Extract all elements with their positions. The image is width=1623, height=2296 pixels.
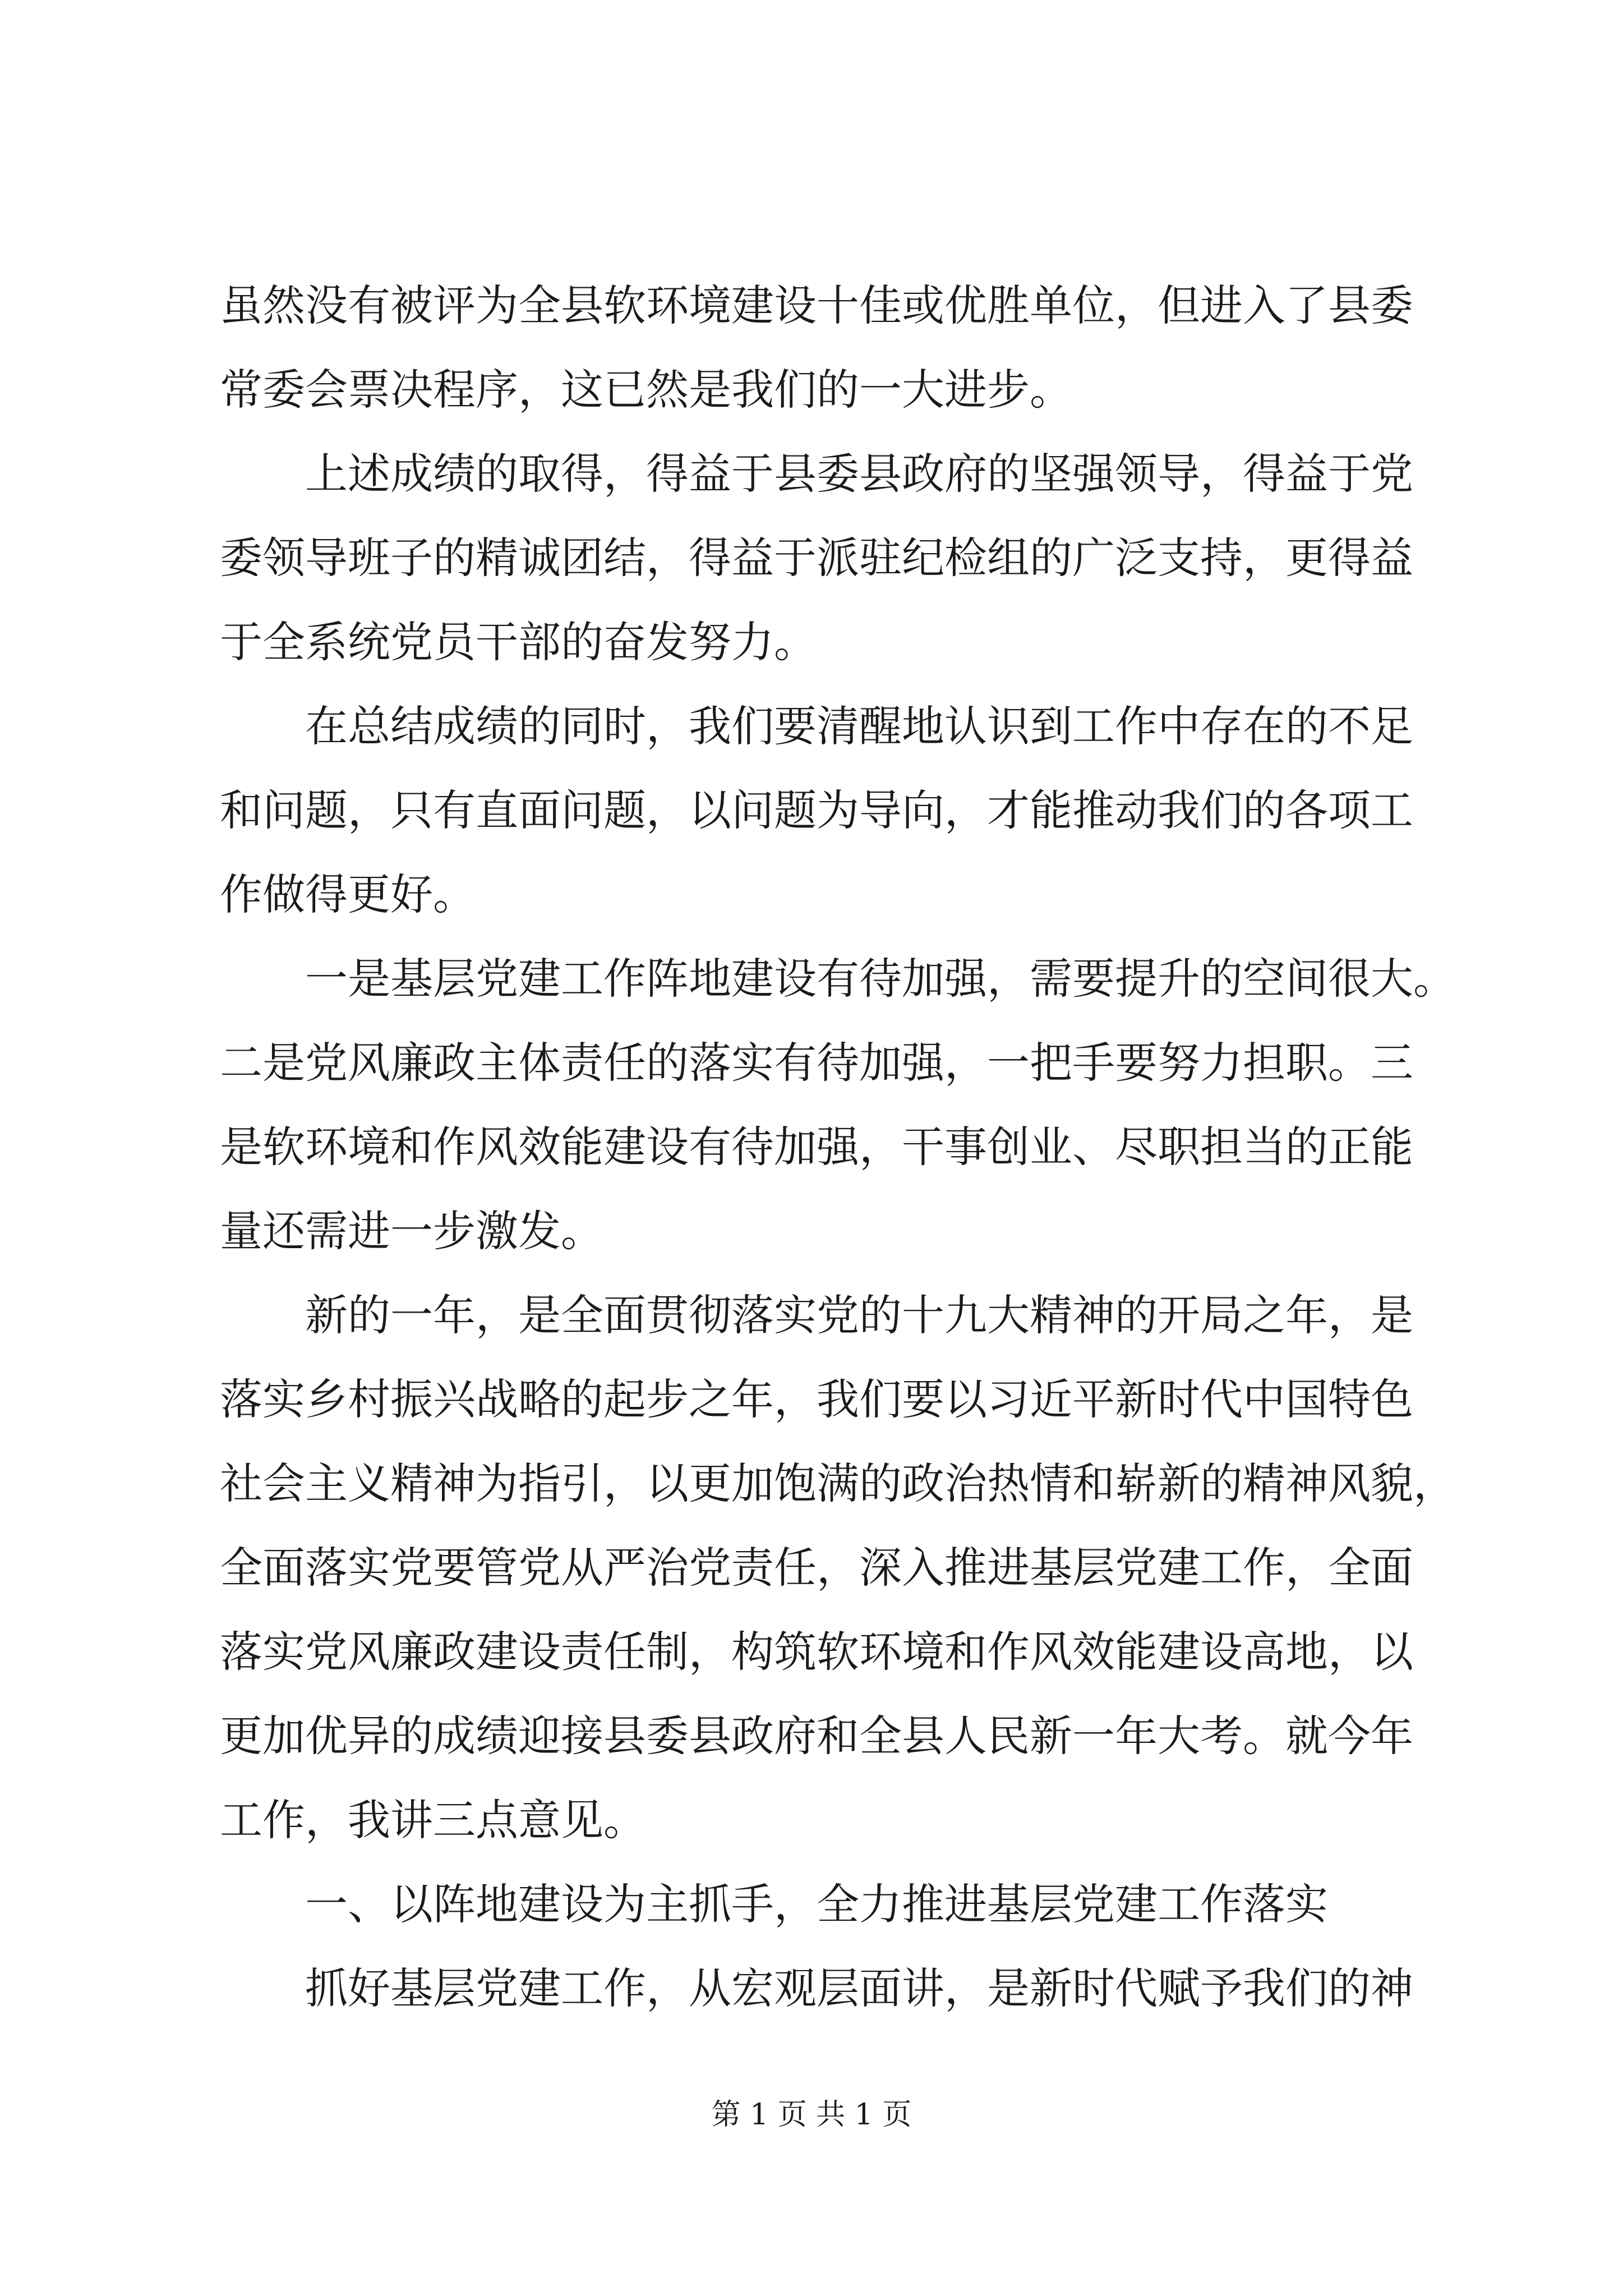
text-line: 落实党风廉政建设责任制，构筑软环境和作风效能建设高地，以 <box>220 1627 1413 1677</box>
text-line: 落实乡村振兴战略的起步之年，我们要以习近平新时代中国特色 <box>220 1374 1413 1424</box>
page-number-footer: 第 1 页 共 1 页 <box>711 2098 912 2132</box>
text-line: 和问题，只有直面问题，以问题为导向，才能推动我们的各项工 <box>220 785 1413 835</box>
text-line: 社会主义精神为指引，以更加饱满的政治热情和崭新的精神风貌， <box>220 1458 1456 1508</box>
paragraph-start-line: 上述成绩的取得，得益于县委县政府的坚强领导，得益于党 <box>305 449 1413 499</box>
text-line: 是软环境和作风效能建设有待加强，干事创业、尽职担当的正能 <box>220 1122 1413 1172</box>
text-line: 于全系统党员干部的奋发努力。 <box>220 617 817 667</box>
text-line: 委领导班子的精诚团结，得益于派驻纪检组的广泛支持，更得益 <box>220 533 1413 583</box>
paragraph-start-line: 新的一年，是全面贯彻落实党的十九大精神的开局之年，是 <box>305 1290 1413 1340</box>
text-line: 作做得更好。 <box>220 869 476 919</box>
text-line: 虽然没有被评为全县软环境建设十佳或优胜单位，但进入了县委 <box>220 280 1413 330</box>
text-line: 二是党风廉政主体责任的落实有待加强，一把手要努力担职。三 <box>220 1038 1413 1088</box>
paragraph-start-line: 在总结成绩的同时，我们要清醒地认识到工作中存在的不足 <box>305 701 1413 751</box>
section-heading: 一、以阵地建设为主抓手，全力推进基层党建工作落实 <box>305 1879 1328 1929</box>
text-line: 工作，我讲三点意见。 <box>220 1795 646 1845</box>
text-line: 常委会票决程序，这已然是我们的一大进步。 <box>220 365 1072 415</box>
text-line: 量还需进一步激发。 <box>220 1206 603 1256</box>
text-line: 更加优异的成绩迎接县委县政府和全县人民新一年大考。就今年 <box>220 1711 1413 1761</box>
paragraph-start-line: 一是基层党建工作阵地建设有待加强，需要提升的空间很大。 <box>305 954 1456 1004</box>
paragraph-start-line: 抓好基层党建工作，从宏观层面讲，是新时代赋予我们的神 <box>305 1963 1413 2013</box>
text-line: 全面落实党要管党从严治党责任，深入推进基层党建工作，全面 <box>220 1543 1413 1593</box>
